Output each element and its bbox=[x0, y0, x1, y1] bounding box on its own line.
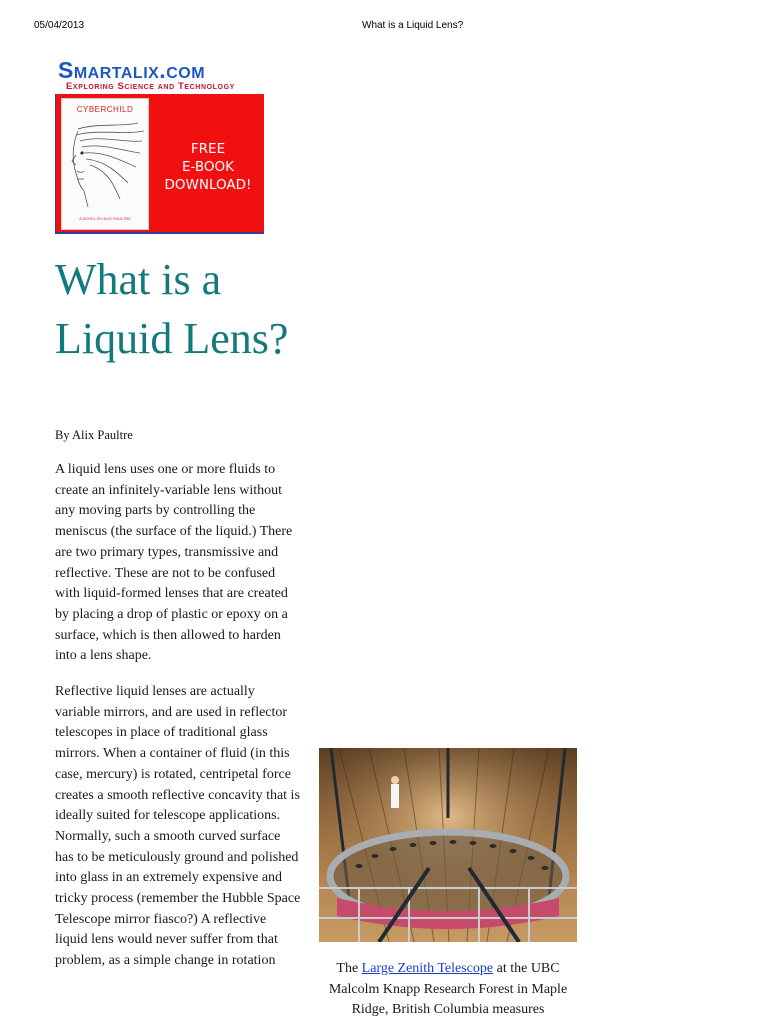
logo-tagline: Exploring Science and Technology bbox=[66, 81, 235, 92]
paragraph-reflective: Reflective liquid lenses are actually variable mirrors, and are used in reflector telescopes in place of traditional glass mirrors. When a container of fluid (in this case, mercury) is rotated, centripetal force creates a smooth reflective concavity that is ideally suited for telescope applications. Normally, such a smooth curved surface has to be meticulously ground and polished into glass in an extremely expensive and tricky process (remember the Hubble Space Telescope mirror fiasco?) A reflective liquid lens would never suffer from that problem, as a simple change in rotation bbox=[55, 684, 301, 969]
cta-line-1: FREE bbox=[190, 141, 226, 157]
large-zenith-telescope-link[interactable]: Large Zenith Telescope bbox=[361, 961, 494, 976]
print-header-date: 05/04/2013 bbox=[34, 20, 85, 31]
ebook-banner[interactable] bbox=[55, 94, 264, 234]
cta-line-2: E-BOOK bbox=[181, 159, 235, 175]
logo-wordmark: Smartalix.com bbox=[58, 57, 206, 83]
article-title: What is a Liquid Lens? bbox=[55, 255, 289, 363]
book-cover bbox=[61, 98, 149, 230]
free-ebook-cta[interactable] bbox=[152, 140, 264, 194]
photo-caption bbox=[319, 959, 577, 1021]
caption-text-after: at the UBC Malcolm Knapp Research Forest in Maple Ridge, British Columbia measures bbox=[328, 961, 568, 1018]
article-byline: By Alix Paultre bbox=[55, 428, 133, 442]
print-header-title: What is a Liquid Lens? bbox=[362, 20, 464, 31]
caption-text-before: The bbox=[336, 961, 362, 976]
book-title: CYBERCHILD bbox=[76, 105, 134, 114]
cta-line-3: DOWNLOAD! bbox=[164, 177, 252, 193]
site-logo[interactable] bbox=[58, 58, 298, 92]
telescope-photo-illustration bbox=[319, 748, 577, 942]
paragraph-intro: A liquid lens uses one or more fluids to create an infinitely-variable lens without any moving parts by controlling the meniscus (the surface of the liquid.) There are two primary types, transmissive and reflective. These are not to be confused with liquid-formed lenses that are created by placing a drop of plastic or epoxy on a surface, which is then allowed to harden into a lens shape. bbox=[55, 462, 293, 664]
telescope-photo bbox=[319, 748, 577, 942]
book-author: A NOVEL BY ALIX PAULTRE bbox=[79, 216, 131, 221]
article-body bbox=[55, 460, 301, 987]
face-sketch-illustration bbox=[66, 121, 146, 211]
